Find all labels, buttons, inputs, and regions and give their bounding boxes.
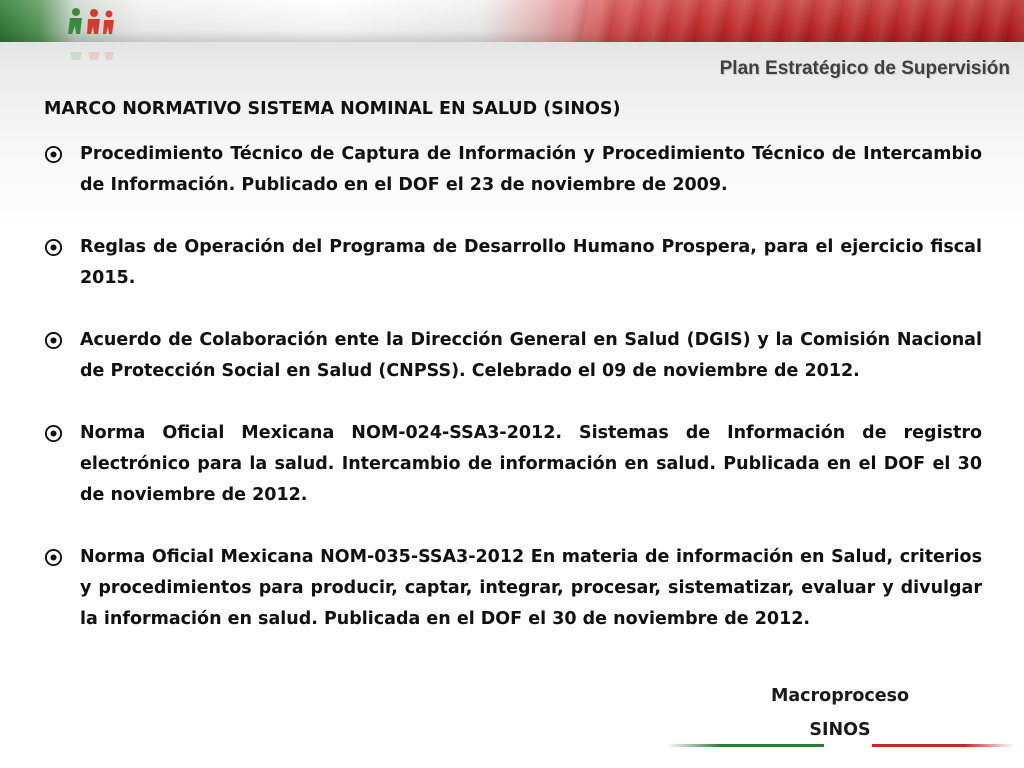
list-item-text: Acuerdo de Colaboración ente la Dirección General en Salud (DGIS) y la Comisión Nacional de Protección Social en Salud (CNPSS). Celebrado el 09 de noviembre de 2012. [80,330,982,381]
presentation-title: Plan Estratégico de Supervisión [719,58,1010,79]
footer-green-rule [666,744,824,747]
list-item-text: Norma Oficial Mexicana NOM-035-SSA3-2012 En materia de información en Salud, criterios y procedimientos para producir, captar, integrar, procesar, sistematizar, evaluar y divulgar la información en salud. Publicada en el DOF el 30 de noviembre de 2012. [80,547,982,629]
list-item [44,232,982,294]
list-item-text: Norma Oficial Mexicana NOM-024-SSA3-2012. Sistemas de Información de registro electrónico para la salud. Intercambio de información en salud. Publicada en el DOF el 30 de noviembre de 2012. [80,423,982,505]
list-item [44,542,982,635]
slide-content [44,96,982,666]
list-item-text: Procedimiento Técnico de Captura de Información y Procedimiento Técnico de Intercambio de Información. Publicado en el DOF el 23 de noviembre de 2009. [80,144,982,195]
list-item [44,418,982,511]
section-heading: MARCO NORMATIVO SISTEMA NOMINAL EN SALUD (SINOS) [44,99,621,119]
institution-logo-icon [64,4,120,64]
flag-banner-shade [0,0,1024,42]
footer-macroproceso-label: Macroproceso [770,686,910,706]
circled-dot-icon [44,424,63,443]
regulation-list [44,139,982,635]
circled-dot-icon [44,145,63,164]
footer-sinos-label: SINOS [809,720,871,740]
circled-dot-icon [44,331,63,350]
list-item [44,325,982,387]
circled-dot-icon [44,238,63,257]
footer-red-rule [872,744,1014,747]
circled-dot-icon [44,548,63,567]
list-item-text: Reglas de Operación del Programa de Desarrollo Humano Prospera, para el ejercicio fiscal 2015. [80,237,982,288]
list-item [44,139,982,201]
